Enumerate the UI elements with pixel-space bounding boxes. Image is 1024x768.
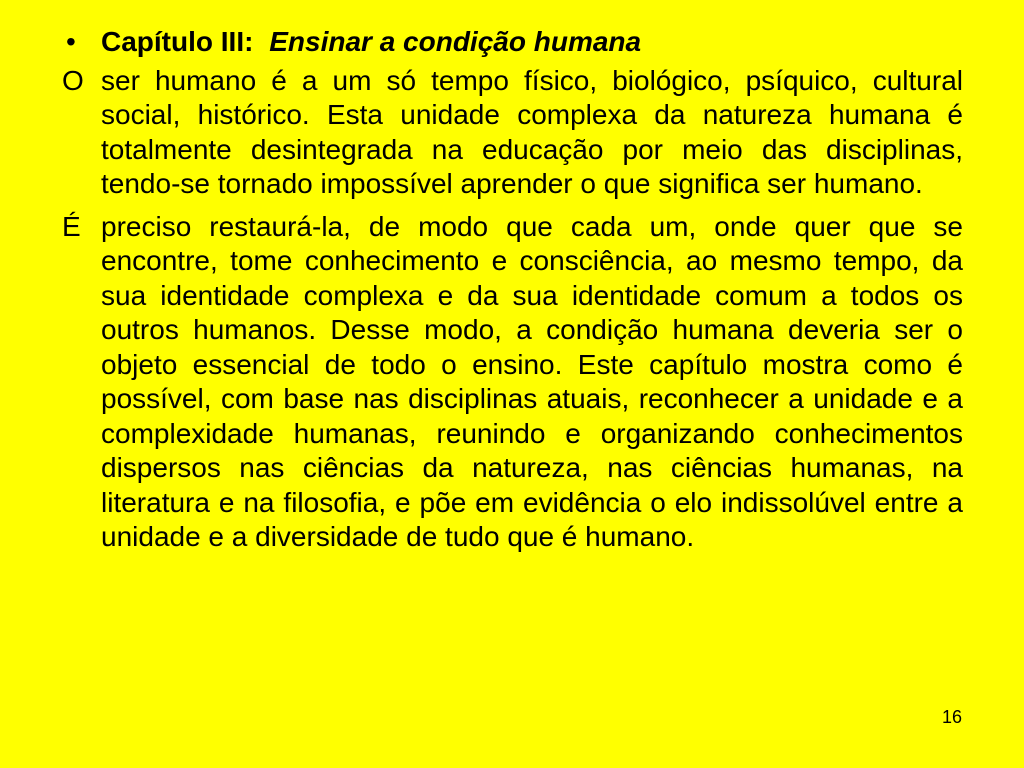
paragraph-2-text: preciso restaurá-la, de modo que cada um, onde quer que se encontre, tome conhecimento e consciência, ao mesmo tempo, da sua identidade complexa e da sua identidade comum a todos os outros humanos. Desse modo, a condição humana deveria ser o objeto essencial de todo o ensino. Este capítulo mostra como é possível, com base nas disciplinas atuais, reconhecer a unidade e a complexidade humanas, reunindo e organizando conhecimentos dispersos nas ciências da natureza, nas ciências humanas, na literatura e na filosofia, e põe em evidência o elo indissolúvel entre a unidade e a diversidade de tudo que é humano.: [101, 210, 963, 552]
chapter-heading: [62, 25, 963, 60]
slide-content: [62, 25, 963, 563]
chapter-title: Ensinar a condição humana: [269, 26, 642, 57]
page-number: 16: [941, 707, 962, 727]
paragraph-1-initial: O: [62, 64, 84, 96]
paragraph-2-initial: É: [62, 210, 81, 242]
paragraph-2: [62, 210, 963, 555]
paragraph-1: [62, 64, 963, 202]
chapter-label: Capítulo III:: [101, 26, 254, 57]
paragraph-1-text: ser humano é a um só tempo físico, biológico, psíquico, cultural social, histórico. Esta unidade complexa da natureza humana é totalmente desintegrada na educação por meio das disciplinas, tendo-se tornado impossível aprender o que significa ser humano.: [101, 64, 963, 199]
bullet-marker: •: [66, 26, 76, 57]
